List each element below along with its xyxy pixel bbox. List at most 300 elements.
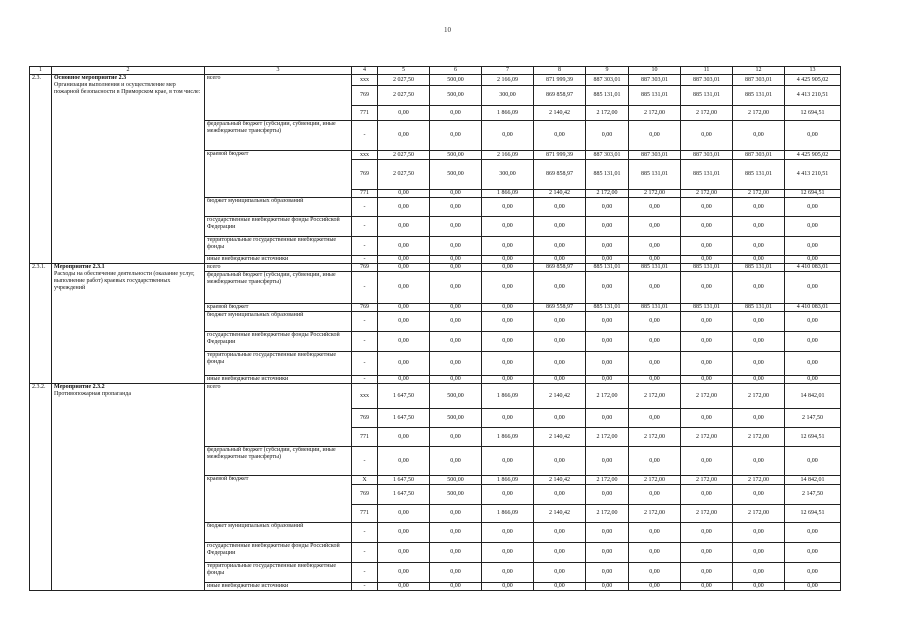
budget-code: - xyxy=(352,352,378,376)
funding-source: государственные внебюджетные фонды Российской Федерации xyxy=(205,332,352,352)
amount-cell: 2 140,42 xyxy=(534,384,586,409)
amount-cell: 869 858,97 xyxy=(534,86,586,106)
amount-cell: 0,00 xyxy=(430,505,482,523)
amount-cell: 0,00 xyxy=(681,543,733,563)
amount-cell: 885 131,01 xyxy=(629,264,681,272)
amount-cell: 0,00 xyxy=(586,352,629,376)
amount-cell: 0,00 xyxy=(681,447,733,476)
budget-code: 769 xyxy=(352,160,378,190)
amount-cell: 0,00 xyxy=(681,376,733,384)
budget-table xyxy=(29,66,841,591)
amount-cell: 4 413 210,51 xyxy=(785,160,841,190)
amount-cell: 887 303,01 xyxy=(629,75,681,86)
amount-cell: 2 172,00 xyxy=(586,428,629,447)
amount-cell: 2 027,50 xyxy=(378,160,430,190)
amount-cell: 0,00 xyxy=(534,563,586,583)
amount-cell: 4 413 210,51 xyxy=(785,86,841,106)
amount-cell: 0,00 xyxy=(629,332,681,352)
amount-cell: 0,00 xyxy=(378,332,430,352)
amount-cell: 1 647,50 xyxy=(378,409,430,428)
amount-cell: 0,00 xyxy=(733,312,785,332)
amount-cell: 0,00 xyxy=(733,121,785,151)
amount-cell: 0,00 xyxy=(482,523,534,543)
amount-cell: 0,00 xyxy=(586,447,629,476)
amount-cell: 0,00 xyxy=(681,217,733,237)
column-number-header: 7 xyxy=(482,67,534,75)
amount-cell: 14 842,01 xyxy=(785,384,841,409)
funding-source: всего xyxy=(205,75,352,121)
amount-cell: 300,00 xyxy=(482,86,534,106)
amount-cell: 1 866,09 xyxy=(482,384,534,409)
amount-cell: 0,00 xyxy=(430,217,482,237)
amount-cell: 885 131,01 xyxy=(681,304,733,312)
amount-cell: 0,00 xyxy=(534,352,586,376)
amount-cell: 500,00 xyxy=(430,160,482,190)
amount-cell: 0,00 xyxy=(629,447,681,476)
amount-cell: 0,00 xyxy=(534,523,586,543)
column-number-header: 12 xyxy=(733,67,785,75)
column-number-row xyxy=(30,67,841,75)
funding-source: иные внебюджетные источники xyxy=(205,376,352,384)
amount-cell: 0,00 xyxy=(378,237,430,256)
amount-cell: 2 172,00 xyxy=(681,106,733,121)
amount-cell: 1 866,09 xyxy=(482,476,534,485)
amount-cell: 500,00 xyxy=(430,151,482,160)
amount-cell: 2 172,00 xyxy=(733,106,785,121)
amount-cell: 0,00 xyxy=(733,563,785,583)
amount-cell: 2 172,00 xyxy=(681,190,733,198)
activity-title: Мероприятие 2.3.2 xyxy=(54,384,105,390)
budget-code: xxx xyxy=(352,384,378,409)
budget-code: 771 xyxy=(352,428,378,447)
table-row xyxy=(30,384,841,409)
amount-cell: 2 172,00 xyxy=(629,190,681,198)
amount-cell: 0,00 xyxy=(482,312,534,332)
amount-cell: 0,00 xyxy=(534,256,586,264)
amount-cell: 0,00 xyxy=(378,106,430,121)
item-number: 2.3. xyxy=(30,75,52,264)
amount-cell: 0,00 xyxy=(586,485,629,505)
amount-cell: 0,00 xyxy=(681,121,733,151)
page-number: 10 xyxy=(444,26,451,34)
item-number: 2.3.2. xyxy=(30,384,52,591)
amount-cell: 0,00 xyxy=(785,583,841,591)
amount-cell: 0,00 xyxy=(378,264,430,272)
amount-cell: 0,00 xyxy=(482,447,534,476)
amount-cell: 0,00 xyxy=(482,272,534,304)
amount-cell: 2 172,00 xyxy=(586,476,629,485)
amount-cell: 2 140,42 xyxy=(534,476,586,485)
amount-cell: 0,00 xyxy=(733,485,785,505)
amount-cell: 0,00 xyxy=(482,583,534,591)
budget-code: - xyxy=(352,217,378,237)
amount-cell: 885 131,01 xyxy=(681,264,733,272)
amount-cell: 0,00 xyxy=(378,121,430,151)
amount-cell: 0,00 xyxy=(733,332,785,352)
amount-cell: 0,00 xyxy=(733,217,785,237)
amount-cell: 0,00 xyxy=(378,304,430,312)
amount-cell: 2 147,50 xyxy=(785,409,841,428)
amount-cell: 1 647,50 xyxy=(378,384,430,409)
funding-source: бюджет муниципальных образований xyxy=(205,523,352,543)
funding-source: федеральный бюджет (субсидии, субвенции, иные межбюджетные трансферты) xyxy=(205,121,352,151)
amount-cell: 0,00 xyxy=(733,272,785,304)
amount-cell: 0,00 xyxy=(482,352,534,376)
amount-cell: 0,00 xyxy=(482,264,534,272)
column-number-header: 13 xyxy=(785,67,841,75)
amount-cell: 869 858,97 xyxy=(534,160,586,190)
amount-cell: 885 131,01 xyxy=(586,264,629,272)
budget-code: - xyxy=(352,332,378,352)
amount-cell: 871 999,39 xyxy=(534,151,586,160)
budget-code: xxx xyxy=(352,151,378,160)
amount-cell: 0,00 xyxy=(430,312,482,332)
amount-cell: 2 027,50 xyxy=(378,75,430,86)
amount-cell: 0,00 xyxy=(586,256,629,264)
amount-cell: 2 140,42 xyxy=(534,505,586,523)
amount-cell: 12 694,51 xyxy=(785,428,841,447)
amount-cell: 2 172,00 xyxy=(681,384,733,409)
amount-cell: 0,00 xyxy=(482,304,534,312)
amount-cell: 0,00 xyxy=(378,505,430,523)
amount-cell: 0,00 xyxy=(378,312,430,332)
amount-cell: 2 147,50 xyxy=(785,485,841,505)
amount-cell: 0,00 xyxy=(785,376,841,384)
funding-source: территориальные государственные внебюджетные фонды xyxy=(205,352,352,376)
amount-cell: 500,00 xyxy=(430,86,482,106)
amount-cell: 0,00 xyxy=(430,272,482,304)
amount-cell: 0,00 xyxy=(586,332,629,352)
amount-cell: 2 172,00 xyxy=(629,476,681,485)
amount-cell: 885 131,01 xyxy=(629,160,681,190)
amount-cell: 2 027,50 xyxy=(378,86,430,106)
amount-cell: 0,00 xyxy=(629,409,681,428)
amount-cell: 0,00 xyxy=(733,583,785,591)
amount-cell: 0,00 xyxy=(430,304,482,312)
amount-cell: 0,00 xyxy=(534,447,586,476)
amount-cell: 0,00 xyxy=(430,447,482,476)
column-number-header: 8 xyxy=(534,67,586,75)
amount-cell: 885 131,01 xyxy=(681,160,733,190)
amount-cell: 0,00 xyxy=(681,312,733,332)
budget-code: - xyxy=(352,121,378,151)
amount-cell: 4 410 083,01 xyxy=(785,304,841,312)
amount-cell: 2 172,00 xyxy=(681,476,733,485)
activity-description: Противопожарная пропаганда xyxy=(54,391,132,397)
column-number-header: 3 xyxy=(205,67,352,75)
amount-cell: 0,00 xyxy=(586,376,629,384)
amount-cell: 0,00 xyxy=(534,217,586,237)
amount-cell: 0,00 xyxy=(733,198,785,217)
funding-source: иные внебюджетные источники xyxy=(205,256,352,264)
amount-cell: 887 303,01 xyxy=(586,151,629,160)
amount-cell: 0,00 xyxy=(378,447,430,476)
activity-name xyxy=(52,384,205,591)
amount-cell: 2 172,00 xyxy=(733,428,785,447)
amount-cell: 0,00 xyxy=(430,583,482,591)
amount-cell: 0,00 xyxy=(629,217,681,237)
amount-cell: 0,00 xyxy=(378,256,430,264)
amount-cell: 500,00 xyxy=(430,485,482,505)
amount-cell: 0,00 xyxy=(733,256,785,264)
amount-cell: 887 303,01 xyxy=(733,151,785,160)
amount-cell: 0,00 xyxy=(482,376,534,384)
funding-source: территориальные государственные внебюджетные фонды xyxy=(205,563,352,583)
amount-cell: 0,00 xyxy=(629,563,681,583)
amount-cell: 2 172,00 xyxy=(681,505,733,523)
amount-cell: 2 172,00 xyxy=(586,106,629,121)
budget-code: 771 xyxy=(352,106,378,121)
amount-cell: 0,00 xyxy=(586,523,629,543)
amount-cell: 0,00 xyxy=(430,376,482,384)
amount-cell: 0,00 xyxy=(586,583,629,591)
amount-cell: 1 866,09 xyxy=(482,106,534,121)
amount-cell: 0,00 xyxy=(534,237,586,256)
amount-cell: 12 694,51 xyxy=(785,505,841,523)
budget-code: - xyxy=(352,376,378,384)
amount-cell: 2 172,00 xyxy=(733,476,785,485)
amount-cell: 0,00 xyxy=(378,217,430,237)
amount-cell: 4 410 083,01 xyxy=(785,264,841,272)
amount-cell: 12 694,51 xyxy=(785,190,841,198)
amount-cell: 0,00 xyxy=(681,352,733,376)
amount-cell: 0,00 xyxy=(785,121,841,151)
budget-code: - xyxy=(352,256,378,264)
amount-cell: 0,00 xyxy=(482,256,534,264)
amount-cell: 0,00 xyxy=(430,563,482,583)
amount-cell: 0,00 xyxy=(378,272,430,304)
amount-cell: 0,00 xyxy=(681,256,733,264)
amount-cell: 0,00 xyxy=(482,563,534,583)
amount-cell: 500,00 xyxy=(430,476,482,485)
amount-cell: 2 172,00 xyxy=(629,384,681,409)
amount-cell: 2 172,00 xyxy=(629,505,681,523)
amount-cell: 871 999,39 xyxy=(534,75,586,86)
amount-cell: 0,00 xyxy=(629,198,681,217)
amount-cell: 0,00 xyxy=(378,190,430,198)
amount-cell: 0,00 xyxy=(681,237,733,256)
amount-cell: 0,00 xyxy=(482,332,534,352)
column-number-header: 11 xyxy=(681,67,733,75)
amount-cell: 0,00 xyxy=(378,583,430,591)
funding-source: федеральный бюджет (субсидии, субвенции, иные межбюджетные трансферты) xyxy=(205,447,352,476)
amount-cell: 0,00 xyxy=(629,543,681,563)
amount-cell: 887 303,01 xyxy=(586,75,629,86)
amount-cell: 1 866,09 xyxy=(482,190,534,198)
amount-cell: 0,00 xyxy=(785,352,841,376)
amount-cell: 0,00 xyxy=(629,237,681,256)
budget-code: 769 xyxy=(352,485,378,505)
budget-code: 769 xyxy=(352,304,378,312)
amount-cell: 0,00 xyxy=(534,121,586,151)
amount-cell: 2 172,00 xyxy=(681,428,733,447)
amount-cell: 0,00 xyxy=(785,332,841,352)
funding-source: государственные внебюджетные фонды Российской Федерации xyxy=(205,543,352,563)
amount-cell: 0,00 xyxy=(785,523,841,543)
amount-cell: 0,00 xyxy=(430,352,482,376)
budget-code: X xyxy=(352,476,378,485)
amount-cell: 0,00 xyxy=(430,523,482,543)
amount-cell: 0,00 xyxy=(430,190,482,198)
amount-cell: 12 694,51 xyxy=(785,106,841,121)
amount-cell: 2 172,00 xyxy=(586,190,629,198)
amount-cell: 885 131,01 xyxy=(629,304,681,312)
activity-name xyxy=(52,75,205,264)
table-row xyxy=(30,75,841,86)
amount-cell: 0,00 xyxy=(482,409,534,428)
amount-cell: 0,00 xyxy=(586,121,629,151)
amount-cell: 1 647,50 xyxy=(378,476,430,485)
budget-code: 769 xyxy=(352,264,378,272)
amount-cell: 887 303,01 xyxy=(733,75,785,86)
amount-cell: 0,00 xyxy=(430,256,482,264)
activity-description: Организация выполнения и осуществление мер пожарной безопасности в Приморском крае, в том числе: xyxy=(54,82,201,95)
amount-cell: 0,00 xyxy=(629,352,681,376)
amount-cell: 2 172,00 xyxy=(629,428,681,447)
budget-code: 771 xyxy=(352,505,378,523)
amount-cell: 0,00 xyxy=(586,272,629,304)
budget-code: xxx xyxy=(352,75,378,86)
amount-cell: 0,00 xyxy=(534,198,586,217)
budget-code: 769 xyxy=(352,86,378,106)
amount-cell: 500,00 xyxy=(430,409,482,428)
amount-cell: 4 425 905,02 xyxy=(785,151,841,160)
amount-cell: 2 172,00 xyxy=(733,505,785,523)
funding-source: всего xyxy=(205,384,352,447)
amount-cell: 1 866,09 xyxy=(482,505,534,523)
amount-cell: 0,00 xyxy=(785,312,841,332)
budget-code: - xyxy=(352,272,378,304)
amount-cell: 1 647,50 xyxy=(378,485,430,505)
activity-title: Основное мероприятие 2.3 xyxy=(54,75,127,81)
column-number-header: 9 xyxy=(586,67,629,75)
amount-cell: 869 558,97 xyxy=(534,304,586,312)
amount-cell: 0,00 xyxy=(681,523,733,543)
amount-cell: 0,00 xyxy=(586,409,629,428)
amount-cell: 0,00 xyxy=(378,198,430,217)
amount-cell: 0,00 xyxy=(785,198,841,217)
funding-source: государственные внебюджетные фонды Российской Федерации xyxy=(205,217,352,237)
amount-cell: 0,00 xyxy=(629,272,681,304)
amount-cell: 2 166,09 xyxy=(482,75,534,86)
amount-cell: 300,00 xyxy=(482,160,534,190)
amount-cell: 0,00 xyxy=(586,543,629,563)
amount-cell: 885 131,01 xyxy=(733,264,785,272)
amount-cell: 0,00 xyxy=(586,217,629,237)
amount-cell: 0,00 xyxy=(681,272,733,304)
amount-cell: 0,00 xyxy=(482,121,534,151)
column-number-header: 2 xyxy=(52,67,205,75)
amount-cell: 0,00 xyxy=(733,237,785,256)
budget-code: - xyxy=(352,523,378,543)
amount-cell: 0,00 xyxy=(430,198,482,217)
amount-cell: 0,00 xyxy=(785,217,841,237)
amount-cell: 0,00 xyxy=(681,332,733,352)
amount-cell: 0,00 xyxy=(681,198,733,217)
amount-cell: 0,00 xyxy=(534,543,586,563)
funding-source: иные внебюджетные источники xyxy=(205,583,352,591)
amount-cell: 0,00 xyxy=(681,485,733,505)
amount-cell: 0,00 xyxy=(629,312,681,332)
funding-source: бюджет муниципальных образований xyxy=(205,312,352,332)
column-number-header: 4 xyxy=(352,67,378,75)
amount-cell: 885 131,01 xyxy=(586,86,629,106)
amount-cell: 0,00 xyxy=(430,121,482,151)
amount-cell: 0,00 xyxy=(629,523,681,543)
amount-cell: 4 425 905,02 xyxy=(785,75,841,86)
amount-cell: 0,00 xyxy=(534,485,586,505)
amount-cell: 885 131,01 xyxy=(586,304,629,312)
amount-cell: 0,00 xyxy=(785,563,841,583)
budget-code: 769 xyxy=(352,409,378,428)
amount-cell: 0,00 xyxy=(586,312,629,332)
budget-code: - xyxy=(352,312,378,332)
amount-cell: 0,00 xyxy=(733,447,785,476)
amount-cell: 0,00 xyxy=(785,543,841,563)
amount-cell: 0,00 xyxy=(586,563,629,583)
budget-code: 771 xyxy=(352,190,378,198)
budget-code: - xyxy=(352,198,378,217)
amount-cell: 2 166,09 xyxy=(482,151,534,160)
amount-cell: 0,00 xyxy=(629,583,681,591)
amount-cell: 2 027,50 xyxy=(378,151,430,160)
amount-cell: 885 131,01 xyxy=(733,86,785,106)
amount-cell: 0,00 xyxy=(534,332,586,352)
amount-cell: 0,00 xyxy=(482,543,534,563)
amount-cell: 0,00 xyxy=(629,376,681,384)
amount-cell: 2 140,42 xyxy=(534,428,586,447)
amount-cell: 1 866,09 xyxy=(482,428,534,447)
amount-cell: 0,00 xyxy=(785,272,841,304)
column-number-header: 10 xyxy=(629,67,681,75)
amount-cell: 885 131,01 xyxy=(733,160,785,190)
amount-cell: 0,00 xyxy=(733,523,785,543)
activity-description: Расходы на обеспечение деятельности (оказание услуг, выполнение работ) краевых государственных учреждений xyxy=(54,271,195,291)
funding-source: бюджет муниципальных образований xyxy=(205,198,352,217)
funding-source: федеральный бюджет (субсидии, субвенции, иные межбюджетные трансферты) xyxy=(205,272,352,304)
funding-source: краевой бюджет xyxy=(205,304,352,312)
amount-cell: 0,00 xyxy=(378,543,430,563)
amount-cell: 0,00 xyxy=(629,121,681,151)
amount-cell: 14 842,01 xyxy=(785,476,841,485)
amount-cell: 887 303,01 xyxy=(681,75,733,86)
funding-source: территориальные государственные внебюджетные фонды xyxy=(205,237,352,256)
amount-cell: 887 303,01 xyxy=(681,151,733,160)
amount-cell: 500,00 xyxy=(430,384,482,409)
funding-source: всего xyxy=(205,264,352,272)
amount-cell: 0,00 xyxy=(430,543,482,563)
budget-code: - xyxy=(352,583,378,591)
amount-cell: 0,00 xyxy=(586,237,629,256)
amount-cell: 0,00 xyxy=(629,485,681,505)
amount-cell: 0,00 xyxy=(430,332,482,352)
amount-cell: 0,00 xyxy=(378,563,430,583)
amount-cell: 0,00 xyxy=(733,352,785,376)
amount-cell: 885 131,01 xyxy=(629,86,681,106)
amount-cell: 0,00 xyxy=(430,264,482,272)
budget-code: - xyxy=(352,237,378,256)
amount-cell: 887 303,01 xyxy=(629,151,681,160)
amount-cell: 0,00 xyxy=(733,376,785,384)
amount-cell: 0,00 xyxy=(534,312,586,332)
amount-cell: 0,00 xyxy=(430,106,482,121)
amount-cell: 0,00 xyxy=(629,256,681,264)
amount-cell: 2 140,42 xyxy=(534,106,586,121)
amount-cell: 0,00 xyxy=(378,352,430,376)
amount-cell: 0,00 xyxy=(733,409,785,428)
activity-name xyxy=(52,264,205,384)
amount-cell: 0,00 xyxy=(378,523,430,543)
